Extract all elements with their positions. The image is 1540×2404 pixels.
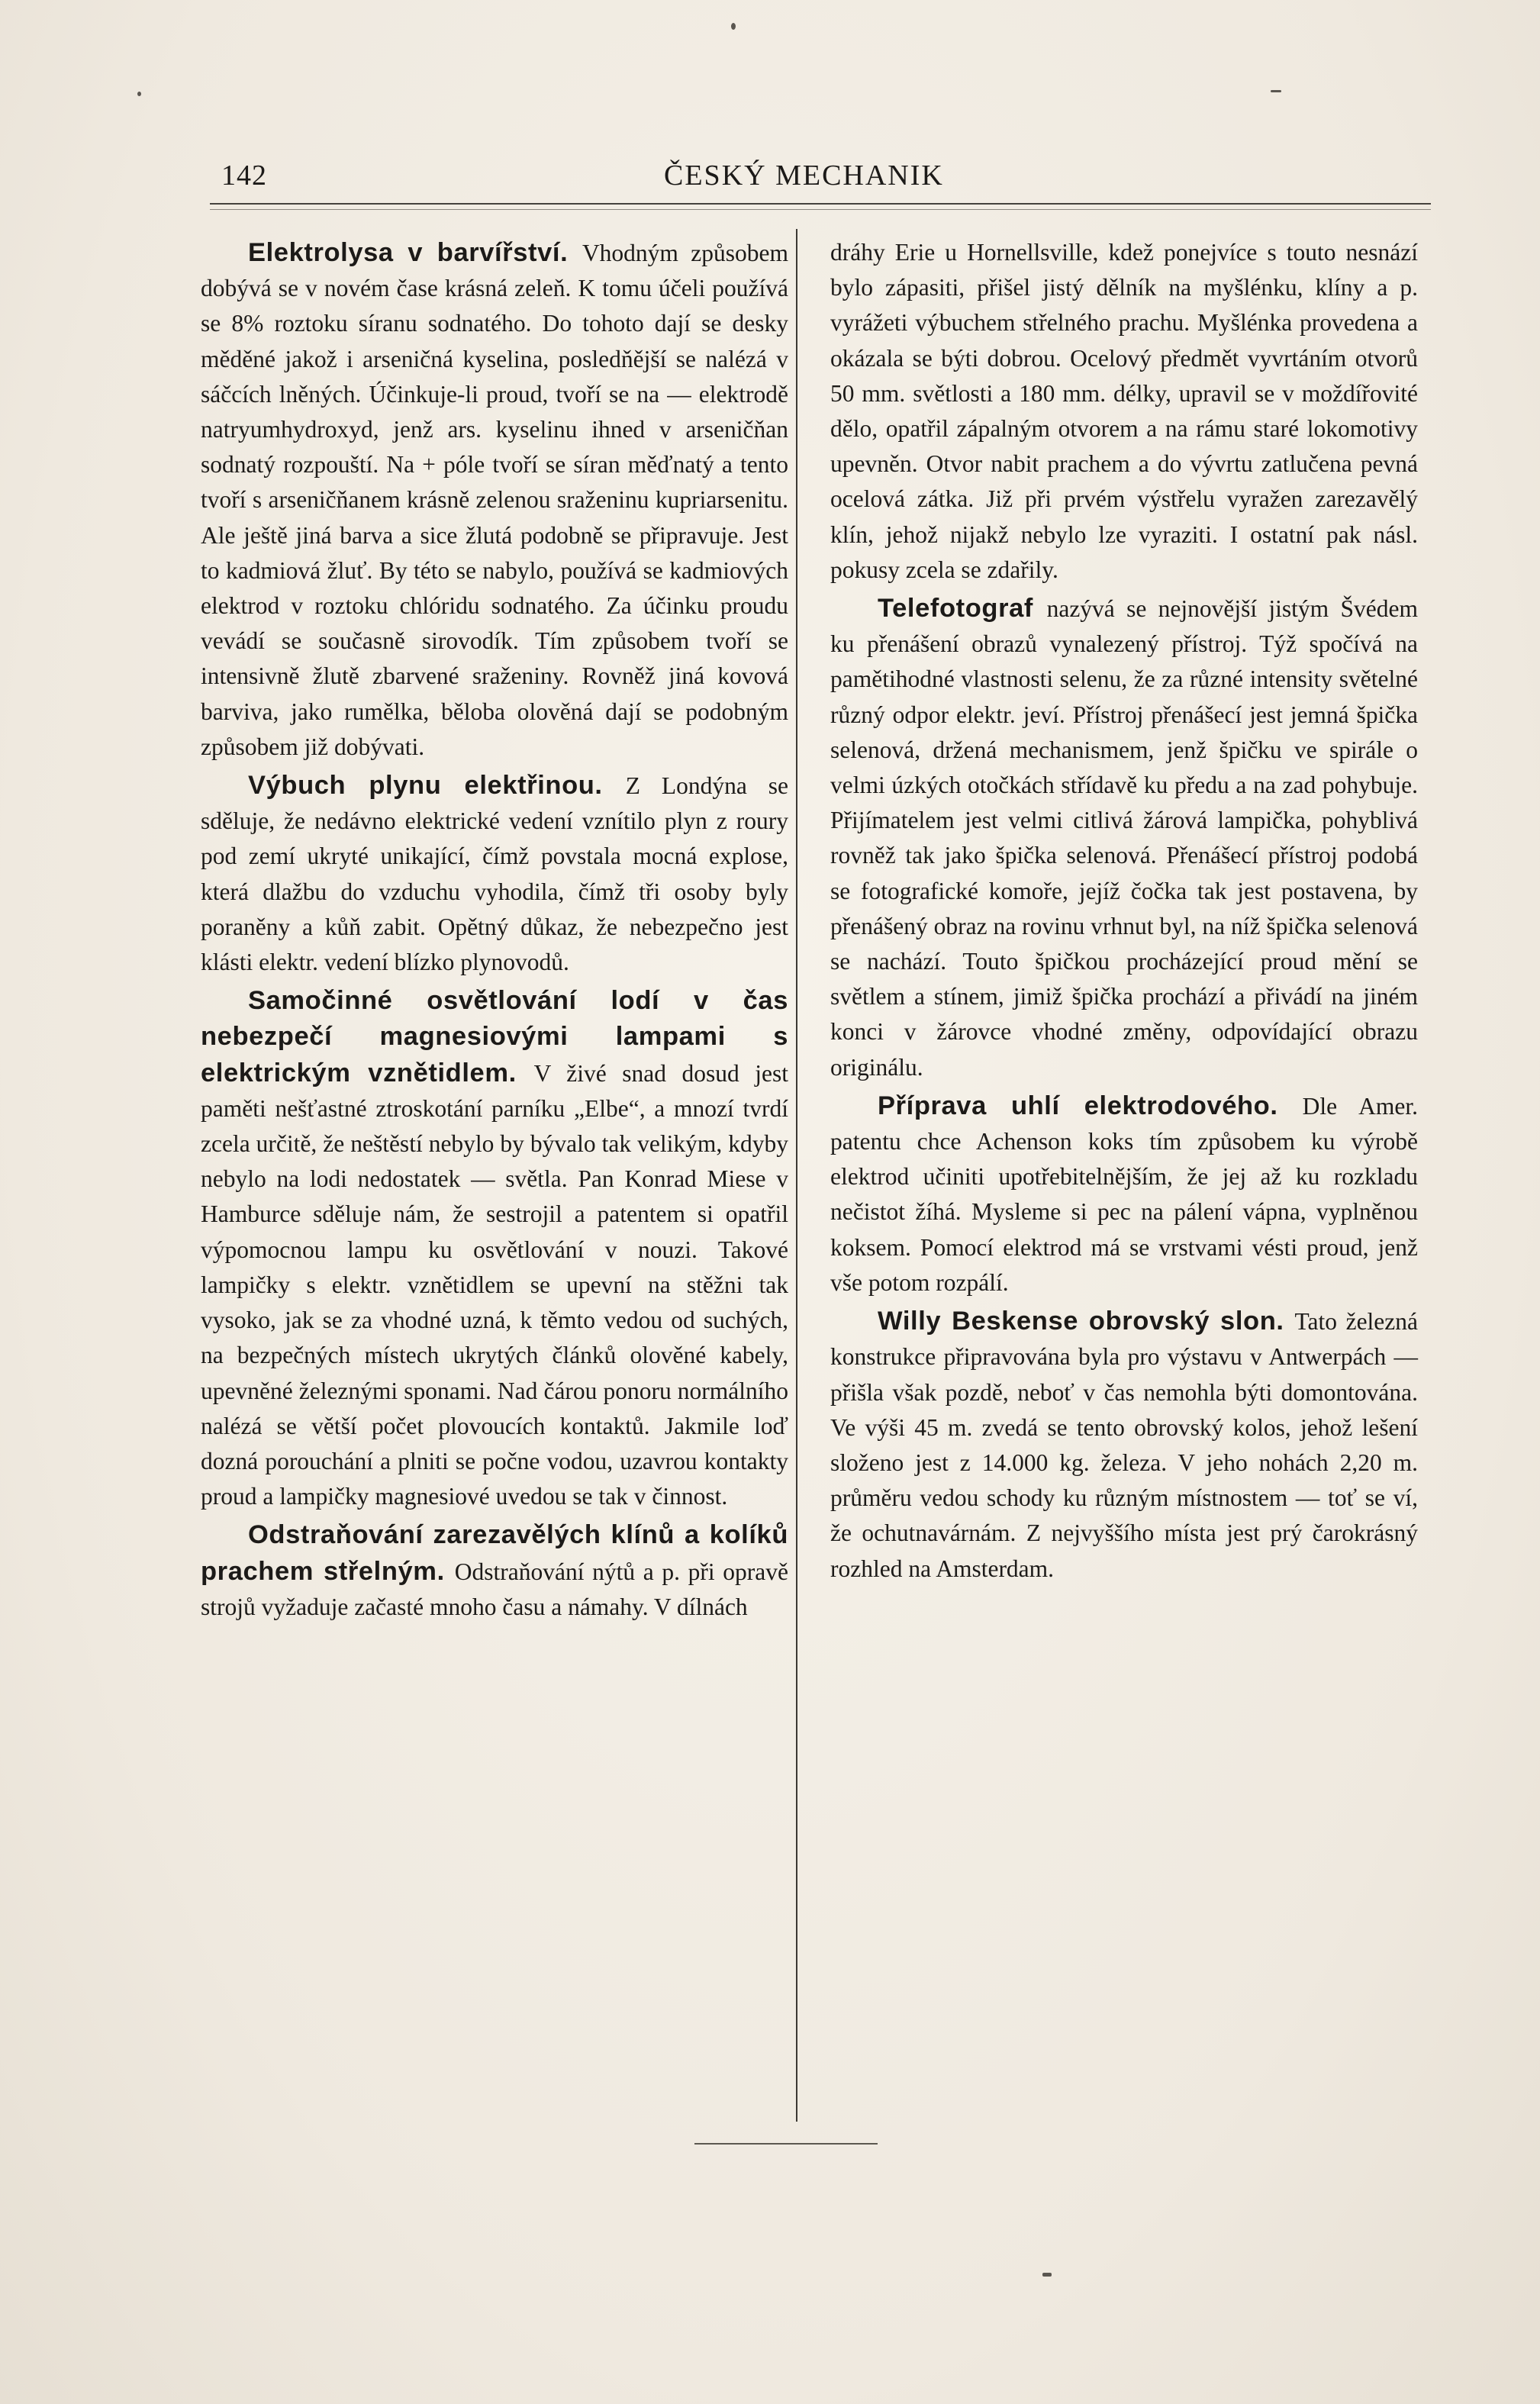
page-number: 142 (221, 160, 267, 192)
article-text: Vhodným způsobem dobývá se v novém čase krásná zeleň. K tomu účeli používá se 8% roztoku síranu sodnatého. Do tohoto dají se desky měděné jakož i arseničná kyselina, posledňější se nalézá v sáčcích lněných. Účinkuje-li proud, tvoří se na — elektrodě natryumhydroxyd, jenž ars. kyselinu ihned v arseničňan sodnatý rozpouští. Na + póle tvoří se síran měďnatý a tento tvoří s arseničňanem krásně zelenou sraženinu kupriarsenitu. Ale ještě jiná barva a sice žlutá podobně se připravuje. Jest to kadmiová žluť. By této se nabylo, používá se kadmiových elektrod v roztoku chlóridu sodnatého. Za účinku proudu vevádí se současně sirovodík. Tím způsobem tvoří se intensivně žlutě zbarvené sraženiny. Rovněž jiná kovová barviva, jako rumělka, běloba olověná dají se podobným způsobem již dobývati. (201, 240, 788, 760)
footer-rule (694, 2143, 878, 2145)
article-text: Z Londýna se sděluje, že nedávno elektrické vedení vznítilo plyn z roury pod zemí ukryté unikající, čímž povstala mocná explose, která dlažbu do vzduchu vyhodila, čímž tři osoby byly poraněny a kůň zabit. Opětný důkaz, že nebezpečno jest klásti elektr. vedení blízko plynovodů. (201, 772, 788, 976)
article-text: Tato železná konstrukce připravována byla pro výstavu v Antwerpách — přišla však pozdě, neboť v čas nemohla býti domontována. Ve výši 45 m. zvedá se tento obrovský kolos, jehož lešení složeno jest z 14.000 kg. železa. V jeho nohách 2,20 m. průměru vedou schody ku různým místnostem — toť se ví, že ochutnavárnám. Z nejvyššího místa jest prý čarokrásný rozhled na Amsterdam. (830, 1308, 1419, 1582)
header-rule-thin (210, 209, 1431, 210)
article-heading: Výbuch plynu elektřinou. (248, 771, 626, 801)
journal-title: ČESKÝ MECHANIK (664, 160, 944, 192)
article-heading: Telefotograf (878, 594, 1047, 624)
header-rule (210, 203, 1431, 205)
paper-speck (1271, 90, 1281, 92)
article-rusted-wedges (201, 1517, 788, 1625)
column-divider (796, 229, 797, 2122)
article-electrolysis (201, 235, 788, 765)
article-telephotograph (830, 591, 1418, 1085)
article-rusted-wedges-continued (830, 235, 1418, 588)
article-gas-explosion (201, 768, 788, 980)
paper-speck (731, 23, 736, 30)
article-text: V živé snad dosud jest paměti nešťastné ztroskotání parníku „Elbe“, a mnozí tvrdí zcela určitě, že neštěstí nebylo by bývalo tak velikým, kdyby nebylo na lodi nedostatek — světla. Pan Konrad Miese v Hamburce sděluje nám, že sestrojil a patentem si opatřil výpomocnou lampu ku osvětlování v nouzi. Takové lampičky s elektr. vznětidlem se upevní na stěžni tak vysoko, jak se za vhodné uzná, k těmto vedou od suchých, na bezpečných místech ukrytých článků olověné kabely, upevněné železnými sponami. Nad čárou ponoru normálního nalézá se větší počet plovoucích kontaktů. Jakmile loď dozná porouchání a plniti se počne vodou, uzavrou kontakty proud a lampičky magnesiové uvedou se tak v činnost. (201, 1059, 788, 1510)
right-column (830, 235, 1418, 1587)
left-column (201, 235, 788, 1625)
page-header (214, 159, 1427, 197)
article-text: Odstraňování nýtů a p. při opravě strojů vyžaduje začasté mnoho času a námahy. V dílnách (201, 1558, 788, 1620)
article-text: nazývá se nejnovější jistým Švédem ku přenášení obrazů vynalezený přístroj. Týž spočívá na pamětihodné vlastnosti selenu, že za různé intensity světelné různý odpor elektr. jeví. Přístroj přenášecí jest jemná špička selenová, držená mechanismem, jenž špičku ve spirále o velmi úzkých otočkách střídavě ku předu a na zad pohybuje. Přijímatelem jest velmi citlivá žárová lampička, pohyblivá rovněž tak jako špička selenová. Přenášecí přístroj podobá se fotografické komoře, jejíž čočka tak jest postavena, by přenášený obraz na rovinu vrhnut byl, na níž špička selenová se nachází. Touto špičkou procházející proud mění se světlem a stínem, jimiž špička prochází a přivádí na jiném konci v žárovce vhodné změny, odpovídající obrazu originálu. (830, 595, 1418, 1081)
article-text: dráhy Erie u Hornellsville, kdež ponejvíce s touto nesnází bylo zápasiti, přišel jistý dělník na myšlénku, klíny a p. vyrážeti výbuchem střelného prachu. Myšlénka provedena a okázala se býti dobrou. Ocelový předmět vyvrtáním otvorů 50 mm. světlosti a 180 mm. délky, upravil se v moždířovité dělo, opatřil zápalným otvorem a na rámu staré lokomotivy upevněn. Otvor nabit prachem a do vývrtu zatlučena pevná ocelová zátka. Již při prvém výstřelu vyražen zarezavělý klín, jehož nijakž nebylo lze vyraziti. I ostatní pak násl. pokusy zcela se zdařily. (830, 239, 1418, 583)
paper-speck (137, 92, 141, 96)
article-text: Dle Amer. patentu chce Achenson koks tím způsobem ku výrobě elektrod učiniti upotřebitelnějším, že jej až ku rozkladu nečistot žíhá. Mysleme si pec na pálení vápna, vyplněnou koksem. Pomocí elektrod má se vrstvami vésti proud, jenž vše potom rozpálí. (830, 1092, 1418, 1296)
article-heading: Příprava uhlí elektrodového. (878, 1091, 1303, 1120)
article-heading: Elektrolysa v barvířství. (248, 238, 582, 267)
article-heading: Odstraňování zarezavělých klínů a kolíků prachem střelným. (201, 1520, 788, 1586)
article-giant-elephant (830, 1304, 1418, 1587)
article-heading: Samočinné osvětlování lodí v čas nebezpečí magnesiovými lampami s elektrickým vznětidlem. (201, 986, 788, 1088)
article-ship-lighting (201, 983, 788, 1514)
article-heading: Willy Beskense obrovský slon. (878, 1307, 1295, 1336)
paper-speck (1042, 2273, 1052, 2277)
article-electrode-carbon (830, 1088, 1418, 1300)
